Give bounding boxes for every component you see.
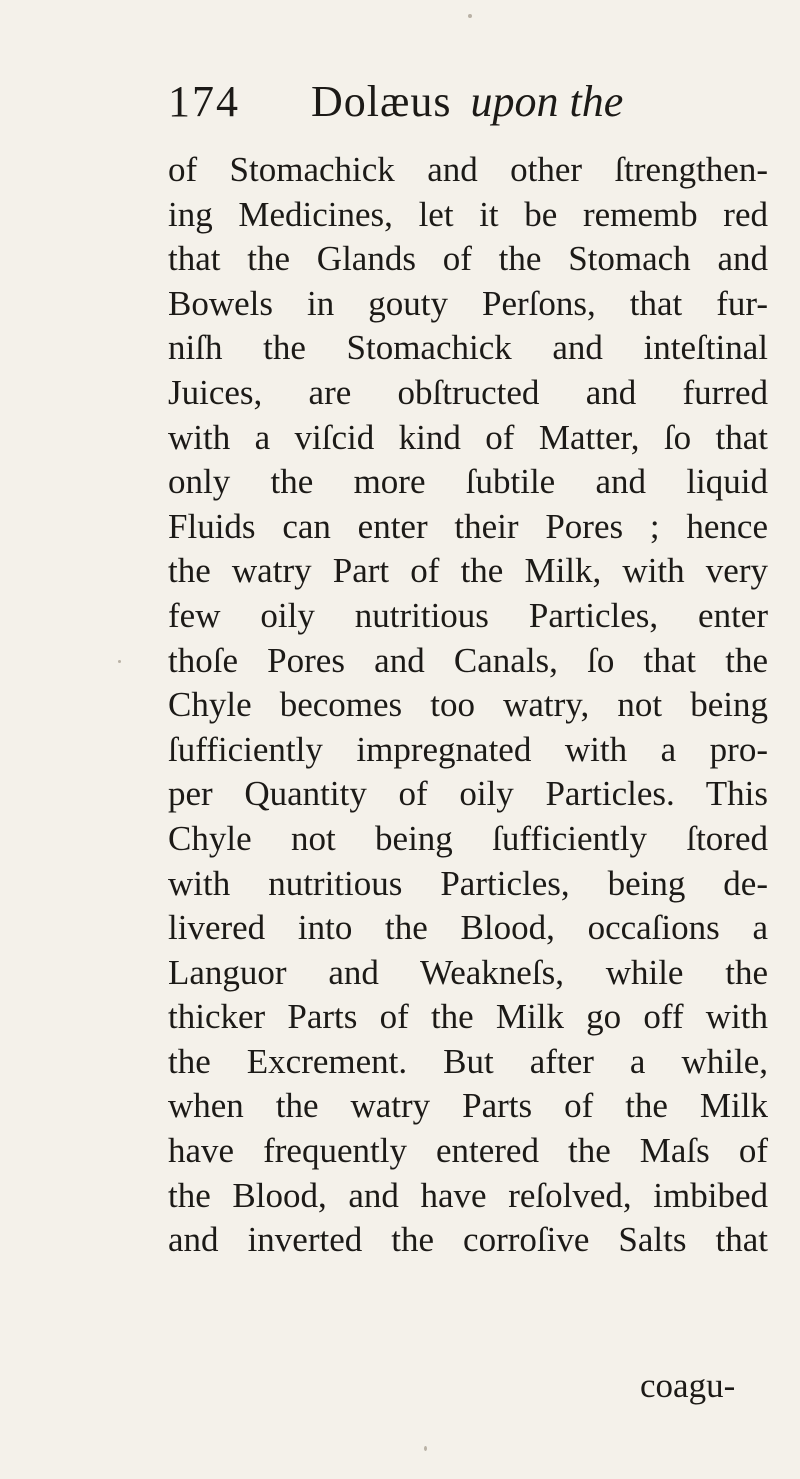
text-line: when the watry Parts of the Milk	[168, 1086, 768, 1126]
running-header	[168, 72, 728, 132]
text-line: Bowels in gouty Perſons, that fur-	[168, 283, 768, 323]
text-line: thoſe Pores and Canals, ſo that the	[168, 640, 768, 680]
text-line: Fluids can enter their Pores ; hence	[168, 506, 768, 546]
running-head-author: Dolæus	[311, 77, 452, 126]
text-line: per Quantity of oily Particles. This	[168, 774, 768, 814]
body-text	[168, 148, 768, 1263]
text-line: the watry Part of the Milk, with very	[168, 551, 768, 591]
paper-speck	[468, 14, 472, 18]
running-head-title: upon the	[470, 77, 624, 126]
text-line: that the Glands of the Stomach and	[168, 239, 768, 279]
paper-speck	[424, 1446, 427, 1451]
text-line: ing Medicines, let it be rememb red	[168, 194, 768, 234]
page-number: 174	[168, 77, 240, 126]
text-line: ſufficiently impregnated with a pro-	[168, 729, 768, 769]
text-line: Chyle not being ſufficiently ſtored	[168, 818, 768, 858]
text-line: have frequently entered the Maſs of	[168, 1131, 768, 1171]
text-line: the Excrement. But after a while,	[168, 1041, 768, 1081]
text-line: with a viſcid kind of Matter, ſo that	[168, 417, 768, 457]
paper-speck	[118, 660, 121, 663]
text-line: Languor and Weakneſs, while the	[168, 952, 768, 992]
text-line: Juices, are obſtructed and furred	[168, 372, 768, 412]
text-line: niſh the Stomachick and inteſtinal	[168, 328, 768, 368]
text-line: and inverted the corroſive Salts that	[168, 1220, 768, 1260]
text-line: with nutritious Particles, being de-	[168, 863, 768, 903]
text-line: livered into the Blood, occaſions a	[168, 908, 768, 948]
catchword: coagu-	[640, 1366, 736, 1405]
text-line: only the more ſubtile and liquid	[168, 462, 768, 502]
text-line: thicker Parts of the Milk go off with	[168, 997, 768, 1037]
text-line: of Stomachick and other ſtrengthen-	[168, 150, 768, 189]
text-line: Chyle becomes too watry, not being	[168, 685, 768, 725]
text-line: few oily nutritious Particles, enter	[168, 595, 768, 635]
text-line: the Blood, and have reſolved, imbibed	[168, 1175, 768, 1215]
